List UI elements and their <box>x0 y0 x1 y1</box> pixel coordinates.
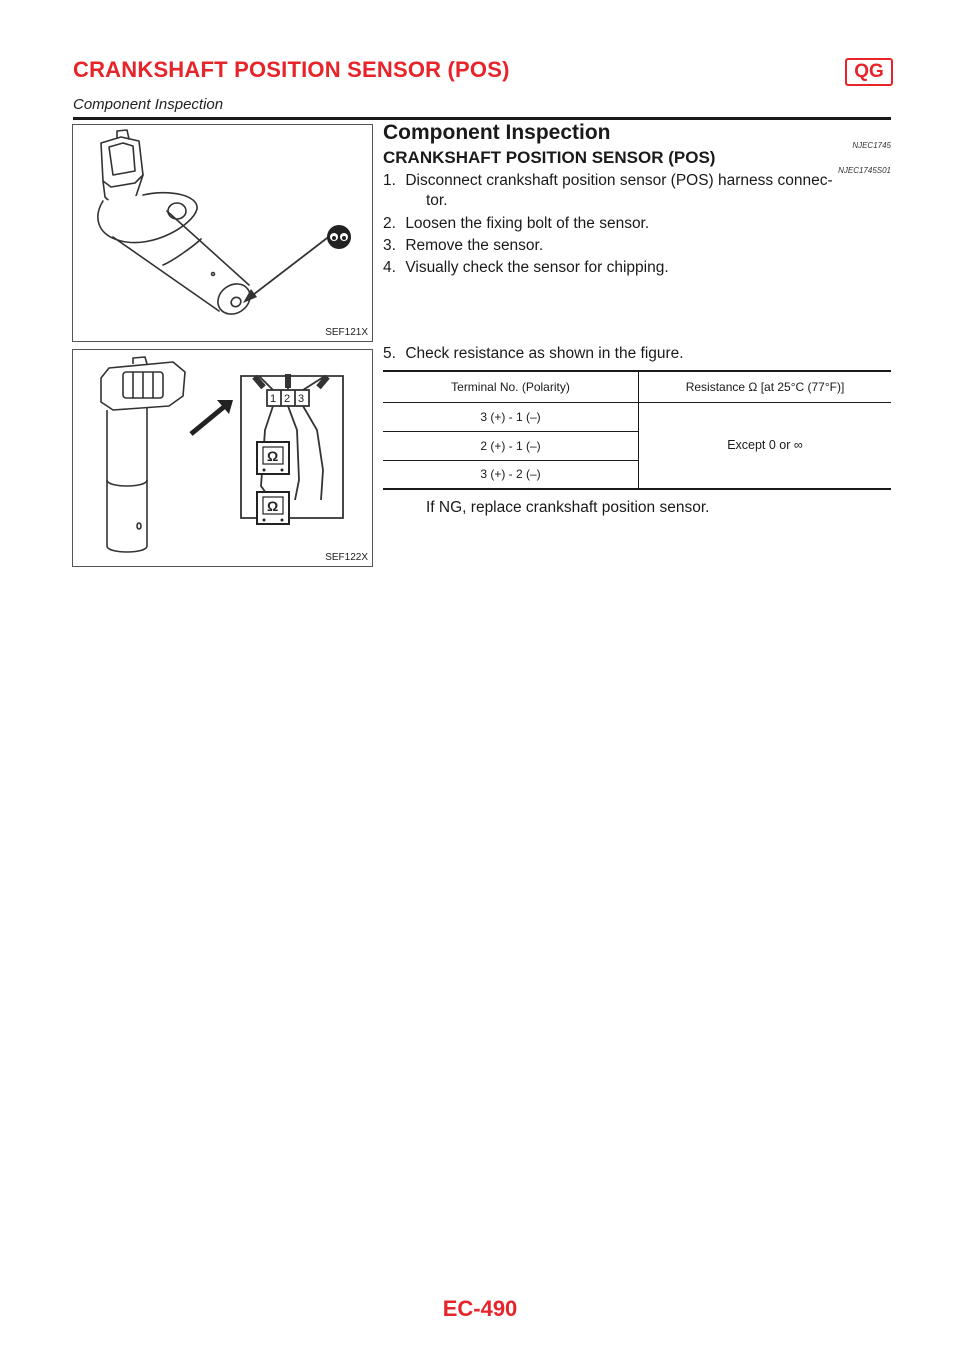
figure-resistance-check <box>72 349 373 567</box>
figure-code-label: SEF121X <box>325 327 368 338</box>
resistance-test-diagram <box>73 350 372 566</box>
subsection-reference-code: NJEC1745S01 <box>838 166 891 175</box>
figure-code-label: SEF122X <box>325 552 368 563</box>
terminal-pair-cell: 3 (+) - 2 (–) <box>383 460 639 489</box>
subsection-title: CRANKSHAFT POSITION SENSOR (POS) <box>383 148 716 167</box>
procedure-step: 4. Visually check the sensor for chipping. <box>383 259 669 276</box>
procedure-step: 5. Check resistance as shown in the figure. <box>383 345 684 362</box>
page-number: EC-490 <box>442 1296 518 1321</box>
section-reference-code: NJEC1745 <box>852 141 891 150</box>
procedure-step: 3. Remove the sensor. <box>383 237 544 254</box>
terminal-label: 3 <box>298 393 305 405</box>
resistance-spec-table <box>383 370 891 490</box>
terminal-label: 1 <box>270 393 277 405</box>
terminal-pair-cell: 2 (+) - 1 (–) <box>383 431 639 460</box>
sensor-illustration-1 <box>73 125 372 341</box>
ng-instruction: If NG, replace crankshaft position sensor. <box>426 499 710 516</box>
engine-code-badge: QG <box>845 58 893 86</box>
terminal-label: 2 <box>284 393 291 405</box>
ohmmeter-icon <box>257 442 289 474</box>
section-title: Component Inspection <box>383 121 611 144</box>
header-divider <box>73 117 891 120</box>
table-header-terminal: Terminal No. (Polarity) <box>383 371 639 402</box>
table-row <box>383 402 891 431</box>
pointer-arrow <box>249 235 331 298</box>
ohmmeter-icon <box>257 492 289 524</box>
svg-text:Ω: Ω <box>267 498 279 514</box>
procedure-step: 1. Disconnect crankshaft position sensor (POS) harness connec- tor. <box>383 172 833 209</box>
figure-sensor-chipping <box>72 124 373 342</box>
page-header-subtitle: Component Inspection <box>73 96 224 113</box>
visual-inspection-icon <box>327 225 351 249</box>
svg-text:Ω: Ω <box>267 448 279 464</box>
table-header-resistance: Resistance Ω [at 25°C (77°F)] <box>639 371 892 402</box>
terminal-pair-cell: 3 (+) - 1 (–) <box>383 402 639 431</box>
resistance-value-cell: Except 0 or ∞ <box>639 402 892 489</box>
page-header-title: CRANKSHAFT POSITION SENSOR (POS) <box>73 57 510 82</box>
procedure-step: 2. Loosen the fixing bolt of the sensor. <box>383 215 650 232</box>
